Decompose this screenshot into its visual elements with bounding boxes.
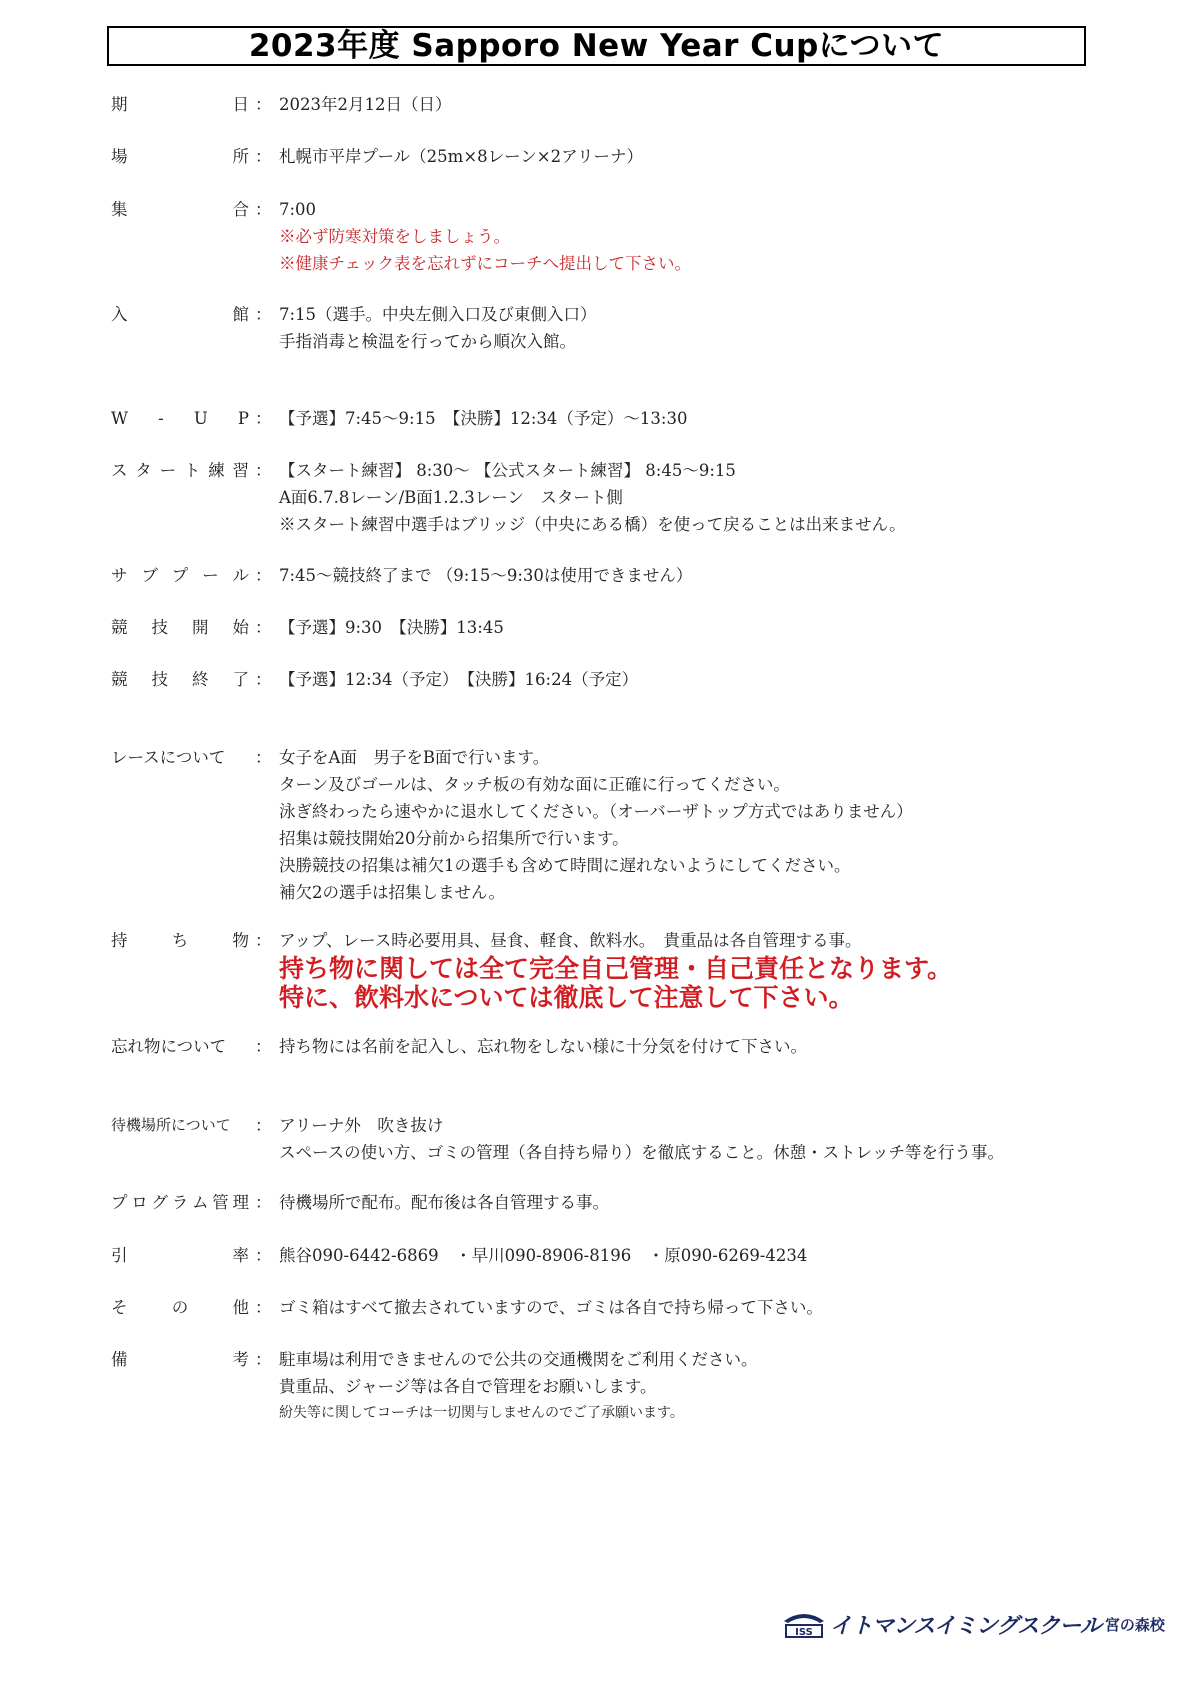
section-label-char: タ — [135, 461, 152, 480]
section-label — [111, 562, 249, 589]
section-label-char: 練 — [208, 461, 225, 480]
section-label-char: 館 — [232, 305, 249, 324]
section-line: 持ち物には名前を記入し、忘れ物をしない様に十分気を付けて下さい。 — [279, 1037, 807, 1056]
section-label — [111, 927, 249, 954]
section-label — [111, 196, 249, 223]
section-label-char: 引 — [111, 1246, 128, 1265]
section-colon: ： — [255, 1193, 272, 1212]
section-line: 【予選】7:45～9:15 【決勝】12:34（予定）～13:30 — [279, 409, 688, 428]
section-content — [279, 143, 1099, 170]
section-line: 【予選】12:34（予定） 【決勝】16:24（予定） — [279, 670, 639, 689]
section-label-char: 理 — [232, 1193, 249, 1212]
section-label-char: 技 — [151, 618, 168, 637]
section-label-char: 競 — [111, 670, 128, 689]
section-label — [111, 1189, 249, 1216]
section-label-char: 始 — [232, 618, 249, 637]
section-label-char: ス — [111, 461, 128, 480]
section-label-char: P — [237, 409, 249, 428]
section-content — [279, 927, 1099, 1012]
section-label-char: プ — [111, 1193, 128, 1212]
section-content — [279, 1294, 1099, 1321]
section-line: 7:00 — [279, 200, 317, 219]
warning-line: ※必ず防寒対策をしましょう。 — [279, 227, 510, 246]
section-label-char: ロ — [131, 1193, 148, 1212]
section-line: 熊谷090-6442-6869 ・早川090-8906-8196 ・原090-6269-4234 — [279, 1246, 808, 1265]
document-title: 2023年度 Sapporo New Year Cupについて — [248, 28, 945, 64]
section-content — [279, 1242, 1099, 1269]
section-label-char: 待機場所について — [111, 1116, 231, 1134]
section-label-char: 集 — [111, 200, 128, 219]
section-colon: ： — [255, 1246, 272, 1265]
section-label-char: ブ — [141, 566, 158, 585]
section-line: 泳ぎ終わったら速やかに退水してください。（オーバーザトップ方式ではありません） — [279, 802, 913, 821]
section-colon: ： — [255, 1350, 272, 1369]
section-content — [279, 196, 1099, 277]
section-line: ※スタート練習中選手はブリッジ（中央にある橋）を使って戻ることは出来ません。 — [279, 515, 906, 534]
section-colon: ： — [255, 931, 272, 950]
section-label — [111, 614, 249, 641]
iss-logo-icon — [782, 1609, 826, 1639]
section-label-char: 期 — [111, 95, 128, 114]
section-label — [111, 1242, 249, 1269]
section-line: 【予選】9:30 【決勝】13:45 — [279, 618, 504, 637]
section-label-char: ー — [202, 566, 219, 585]
section-colon: ： — [255, 670, 272, 689]
section-line: スペースの使い方、ゴミの管理（各自持ち帰り）を徹底すること。休憩・ストレッチ等を行う事。 — [279, 1143, 1005, 1162]
section-label — [111, 301, 249, 328]
warning-line: ※健康チェック表を忘れずにコーチへ提出して下さい。 — [279, 254, 692, 273]
section-line: 2023年2月12日（日） — [279, 95, 452, 114]
section-colon: ： — [255, 461, 272, 480]
section-line: 決勝競技の招集は補欠1の選手も含めて時間に遅れないようにしてください。 — [279, 856, 851, 875]
section-label — [111, 1294, 249, 1321]
section-colon: ： — [255, 566, 272, 585]
section-label-char: ム — [192, 1193, 209, 1212]
section-line: 手指消毒と検温を行ってから順次入館。 — [279, 332, 576, 351]
emphasis-line: 特に、飲料水については徹底して注意して下さい。 — [279, 983, 854, 1012]
logo-name: イトマンスイミングスクール — [830, 1613, 1101, 1639]
section-line: 7:15（選手。中央左側入口及び東側入口） — [279, 305, 597, 324]
section-colon: ： — [255, 200, 272, 219]
section-label-char: 忘れ物について — [111, 1037, 227, 1056]
section-label-char: 場 — [111, 147, 128, 166]
section-label-char: 了 — [232, 670, 249, 689]
section-label-char: サ — [111, 566, 128, 585]
section-line: 女子をA面 男子をB面で行います。 — [279, 748, 550, 767]
section-label-char: 所 — [232, 147, 249, 166]
section-line: 7:45～競技終了まで （9:15～9:30は使用できません） — [279, 566, 693, 585]
section-colon: ： — [255, 1116, 272, 1135]
section-colon: ： — [255, 305, 272, 324]
section-label-char: 持 — [111, 931, 128, 950]
section-colon: ： — [255, 147, 272, 166]
section-label — [111, 1346, 249, 1373]
section-label-char: 他 — [232, 1298, 249, 1317]
section-content — [279, 744, 1099, 906]
section-line: ターン及びゴールは、タッチ板の有効な面に正確に行ってください。 — [279, 775, 790, 794]
section-label-char: レースについて — [111, 748, 226, 767]
section-label-char: 競 — [111, 618, 128, 637]
section-content — [279, 1189, 1099, 1216]
section-label — [111, 1033, 249, 1060]
section-colon: ： — [255, 618, 272, 637]
section-content — [279, 1346, 1099, 1427]
section-label — [111, 1112, 249, 1139]
section-label — [111, 457, 249, 484]
section-label-char: 考 — [232, 1350, 249, 1369]
section-label-char: ル — [232, 566, 249, 585]
section-line: 待機場所で配布。配布後は各自管理する事。 — [279, 1193, 609, 1212]
section-label-char: U — [193, 409, 208, 428]
section-content — [279, 91, 1099, 118]
section-label — [111, 744, 249, 771]
section-label-char: 物 — [232, 931, 249, 950]
section-content — [279, 562, 1099, 589]
section-line: 札幌市平岸プール（25m×8レーン×2アリーナ） — [279, 147, 643, 166]
section-label-char: 率 — [232, 1246, 249, 1265]
section-line: 駐車場は利用できませんので公共の交通機関をご利用ください。 — [279, 1350, 758, 1369]
school-logo — [782, 1608, 1165, 1640]
section-line: アリーナ外 吹き抜け — [279, 1116, 444, 1135]
section-label-char: グ — [151, 1193, 168, 1212]
section-content — [279, 1033, 1099, 1060]
section-line: 補欠2の選手は招集しません。 — [279, 883, 505, 902]
section-line: A面6.7.8レーン/B面1.2.3レーン スタート側 — [279, 488, 623, 507]
section-label-char: 終 — [192, 670, 209, 689]
section-label — [111, 666, 249, 693]
title-box — [107, 26, 1086, 66]
section-colon: ： — [255, 95, 272, 114]
emphasis-line: 持ち物に関しては全て完全自己管理・自己責任となります。 — [279, 954, 953, 983]
section-label-char: 技 — [151, 670, 168, 689]
section-label-char: の — [171, 1298, 189, 1317]
logo-branch: 宮の森校 — [1104, 1615, 1165, 1634]
note-line: 紛失等に関してコーチは一切関与しませんのでご了承願います。 — [279, 1405, 684, 1421]
section-label-char: 合 — [232, 200, 249, 219]
section-label-char: プ — [171, 566, 189, 585]
section-label — [111, 405, 249, 432]
section-label-char: ラ — [171, 1193, 189, 1212]
section-label-char: 備 — [111, 1350, 128, 1369]
section-content — [279, 301, 1099, 355]
section-label-char: ト — [183, 461, 201, 480]
section-content — [279, 614, 1099, 641]
section-label-char: ー — [159, 461, 177, 480]
section-colon: ： — [255, 748, 272, 767]
section-label-char: 入 — [111, 305, 128, 324]
section-line: 招集は競技開始20分前から招集所で行います。 — [279, 829, 629, 848]
section-label — [111, 91, 249, 118]
section-label-char: 開 — [192, 618, 209, 637]
section-content — [279, 457, 1099, 538]
section-label-char: 習 — [232, 461, 249, 480]
section-content — [279, 666, 1099, 693]
section-line: 貴重品、ジャージ等は各自で管理をお願いします。 — [279, 1377, 657, 1396]
section-label-char: ち — [171, 931, 189, 950]
section-label — [111, 143, 249, 170]
section-label-char: そ — [111, 1298, 128, 1317]
section-colon: ： — [255, 409, 272, 428]
section-line: 【スタート練習】 8:30～ 【公式スタート練習】 8:45～9:15 — [279, 461, 736, 480]
logo-mark-text: ISS — [795, 1627, 813, 1638]
section-line: アップ、レース時必要用具、昼食、軽食、飲料水。 貴重品は各自管理する事。 — [279, 931, 862, 950]
section-content — [279, 405, 1099, 432]
section-colon: ： — [255, 1037, 272, 1056]
section-colon: ： — [255, 1298, 272, 1317]
section-label-char: W — [111, 409, 128, 428]
section-label-char: 管 — [212, 1193, 229, 1212]
section-label-char: - — [158, 409, 164, 428]
section-label-char: 日 — [232, 95, 249, 114]
section-content — [279, 1112, 1099, 1166]
section-line: ゴミ箱はすべて撤去されていますので、ゴミは各自で持ち帰って下さい。 — [279, 1298, 823, 1317]
